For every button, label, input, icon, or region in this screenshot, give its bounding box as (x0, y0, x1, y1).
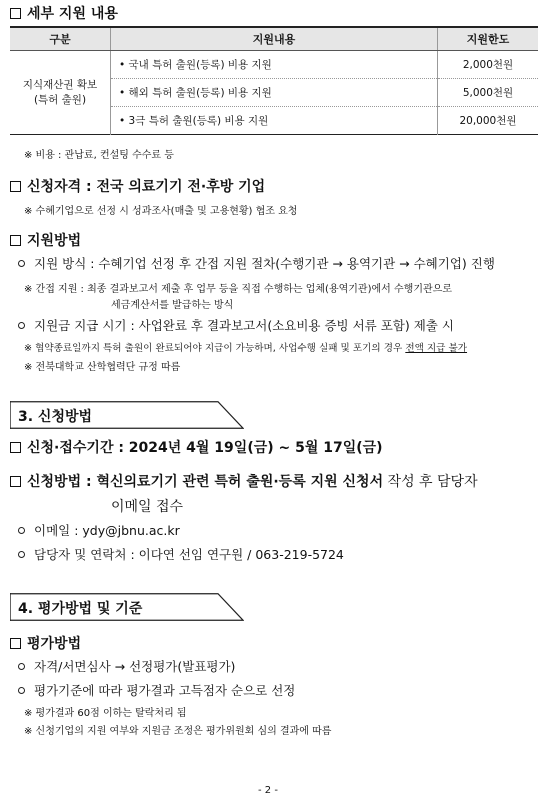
method-item-1-note: ※ 간접 지원 : 최종 결과보고서 제출 후 업무 등을 직접 수행하는 업체(용역기관)에서 수행기관으로 (24, 284, 452, 295)
checkbox-square-icon (10, 476, 21, 487)
table-header-row (10, 27, 538, 51)
support-table (10, 26, 538, 135)
checkbox-square-icon (10, 181, 21, 192)
method-item-1-note-cont: 세금계산서를 발급하는 방식 (111, 300, 234, 311)
category-cell (10, 51, 111, 135)
method-heading: 지원방법 (10, 230, 81, 250)
period-line: 신청·접수기간 : 2024년 4월 19일(금) ~ 5월 17일(금) (10, 437, 383, 457)
limit-cell: 2,000천원 (438, 51, 539, 79)
circle-bullet-icon (18, 687, 25, 694)
category-label: 지식재산권 확보 (특허 출원) (22, 78, 98, 106)
evaluation-note-2: ※ 신청기업의 지원 여부와 지원금 조정은 평가위원회 심의 결과에 따름 (24, 726, 332, 737)
checkbox-square-icon (10, 638, 21, 649)
method-item-2-note-2: ※ 전북대학교 산학협력단 규정 따름 (24, 362, 181, 373)
apply-method-line-2: 이메일 접수 (111, 499, 184, 515)
evaluation-item-2: 평가기준에 따라 평가결과 고득점자 순으로 선정 (18, 681, 295, 699)
content-cell: • 해외 특허 출원(등록) 비용 지원 (111, 79, 438, 107)
evaluation-note-1: ※ 평가결과 60점 이하는 탈락처리 됨 (24, 708, 187, 719)
method-item-1: 지원 방식 : 수혜기업 선정 후 간접 지원 절차(수행기관 → 용역기관 → 수혜기업) 진행 (18, 254, 495, 272)
limit-cell: 5,000천원 (438, 79, 539, 107)
page-number: - 2 - (258, 785, 278, 796)
circle-bullet-icon (18, 663, 25, 670)
header-limit: 지원한도 (438, 27, 539, 51)
circle-bullet-icon (18, 260, 25, 267)
table-row (10, 51, 538, 79)
detail-section-heading: 세부 지원 내용 (10, 3, 118, 23)
limit-cell: 20,000천원 (438, 107, 539, 135)
email-line: 이메일 : ydy@jbnu.ac.kr (18, 521, 180, 539)
circle-bullet-icon (18, 551, 25, 558)
checkbox-square-icon (10, 235, 21, 246)
checkbox-square-icon (10, 442, 21, 453)
content-cell: • 3극 특허 출원(등록) 비용 지원 (111, 107, 438, 135)
method-item-2: 지원금 지급 시기 : 사업완료 후 결과보고서(소요비용 증빙 서류 포함) 제출 시 (18, 316, 454, 334)
evaluation-item-1: 자격/서면심사 → 선정평가(발표평가) (18, 657, 235, 675)
header-content: 지원내용 (111, 27, 438, 51)
apply-method-line: 신청방법 : 혁신의료기기 관련 특허 출원·등록 지원 신청서 작성 후 담당자 (10, 471, 478, 491)
evaluation-heading: 평가방법 (10, 633, 81, 653)
cost-note: ※ 비용 : 관납료, 컨설팅 수수료 등 (24, 150, 174, 161)
circle-bullet-icon (18, 527, 25, 534)
method-item-2-note-1: ※ 협약종료일까지 특허 출원이 완료되어야 지급이 가능하며, 사업수행 실패 및 포기의 경우 전액 지급 불가 (24, 343, 468, 354)
header-category: 구분 (10, 27, 111, 51)
circle-bullet-icon (18, 322, 25, 329)
eligibility-line: 신청자격 : 전국 의료기기 전·후방 기업 (10, 176, 265, 196)
section-3-banner: 3. 신청방법 (10, 401, 244, 429)
contact-line: 담당자 및 연락처 : 이다연 선임 연구원 / 063-219-5724 (18, 545, 344, 563)
content-cell: • 국내 특허 출원(등록) 비용 지원 (111, 51, 438, 79)
checkbox-square-icon (10, 8, 21, 19)
eligibility-note: ※ 수혜기업으로 선정 시 성과조사(매출 및 고용현황) 협조 요청 (24, 206, 298, 217)
section-4-banner: 4. 평가방법 및 기준 (10, 593, 244, 621)
